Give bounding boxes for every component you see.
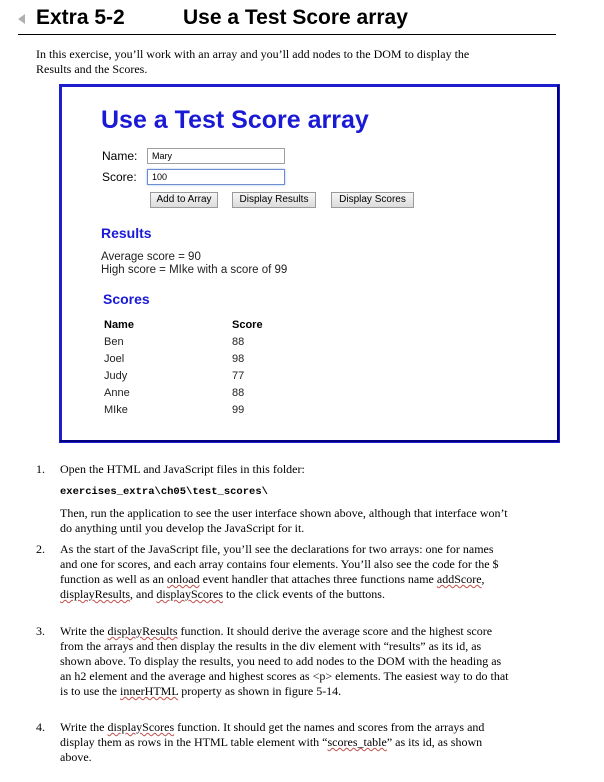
- exercise-title: Use a Test Score array: [183, 6, 408, 29]
- table-header-score: Score: [232, 319, 263, 331]
- step-3-text: Write the displayResults function. It should derive the average score and the highest score from the arrays and then display the results in the div element with “results” as its id, as shown above. To display the results, you need to add nodes to the DOM with the heading as an h2 element and the average and highest scores as <p> elements. The easiest way to do that is to use the innerHTML property as shown in figure 5-14.: [60, 624, 509, 698]
- table-header-name: Name: [104, 319, 134, 331]
- step-number: 4.: [36, 720, 45, 734]
- score-label: Score:: [102, 170, 137, 184]
- display-results-button[interactable]: Display Results: [232, 192, 316, 208]
- high-score-text: High score = MIke with a score of 99: [101, 264, 288, 276]
- spellcheck-word: addScore: [436, 572, 482, 586]
- spellcheck-word: scores_table: [327, 735, 387, 749]
- step-1-followup: Then, run the application to see the user interface shown above, although that interface won’t do anything until you develop the JavaScript for it.: [60, 506, 508, 535]
- collapse-triangle-icon[interactable]: [18, 14, 25, 24]
- step-number: 1.: [36, 462, 45, 476]
- spellcheck-word: displayScores: [107, 720, 175, 734]
- step-number: 2.: [36, 542, 45, 556]
- table-cell-name: Judy: [104, 370, 128, 382]
- name-label: Name:: [102, 149, 138, 163]
- average-score-text: Average score = 90: [101, 251, 201, 263]
- step-number: 3.: [36, 624, 45, 638]
- scores-heading: Scores: [103, 291, 150, 307]
- table-cell-score: 99: [232, 404, 245, 416]
- results-heading: Results: [101, 225, 152, 241]
- exercise-number: Extra 5-2: [36, 6, 125, 29]
- spellcheck-word: displayResults: [107, 624, 178, 638]
- table-cell-name: Anne: [104, 387, 130, 399]
- step-2-text: As the start of the JavaScript file, you’ll see the declarations for two arrays: one for names and one for scores, and each array contains four elements. You’ll also see the code for the $ function as well as an onload event handler that attaches three functions name addScore, displayResults, and displayScores to the click events of the buttons.: [60, 542, 499, 601]
- table-cell-name: MIke: [104, 404, 128, 416]
- name-input[interactable]: Mary: [147, 148, 285, 164]
- table-cell-score: 98: [232, 353, 245, 365]
- table-cell-name: Ben: [104, 336, 124, 348]
- table-cell-name: Joel: [104, 353, 125, 365]
- spellcheck-word: innerHTML: [120, 684, 179, 698]
- table-cell-score: 77: [232, 370, 245, 382]
- spellcheck-word: displayResults: [60, 587, 131, 601]
- spellcheck-word: displayScores: [156, 587, 223, 601]
- spellcheck-word: onload: [166, 572, 200, 586]
- app-title: Use a Test Score array: [101, 106, 369, 134]
- add-to-array-button[interactable]: Add to Array: [150, 192, 218, 208]
- table-cell-score: 88: [232, 387, 245, 399]
- table-cell-score: 88: [232, 336, 245, 348]
- folder-path: exercises_extra\ch05\test_scores\: [60, 486, 268, 498]
- score-input[interactable]: 100: [147, 169, 285, 185]
- step-4-text: Write the displayScores function. It should get the names and scores from the arrays and display them as rows in the HTML table element with “scores_table” as its id, as shown above.: [60, 720, 485, 764]
- intro-paragraph: In this exercise, you’ll work with an array and you’ll add nodes to the DOM to display the Results and the Scores.: [36, 47, 470, 76]
- step-1-text: Open the HTML and JavaScript files in this folder:: [60, 462, 305, 476]
- exercise-heading: [18, 4, 556, 35]
- display-scores-button[interactable]: Display Scores: [331, 192, 414, 208]
